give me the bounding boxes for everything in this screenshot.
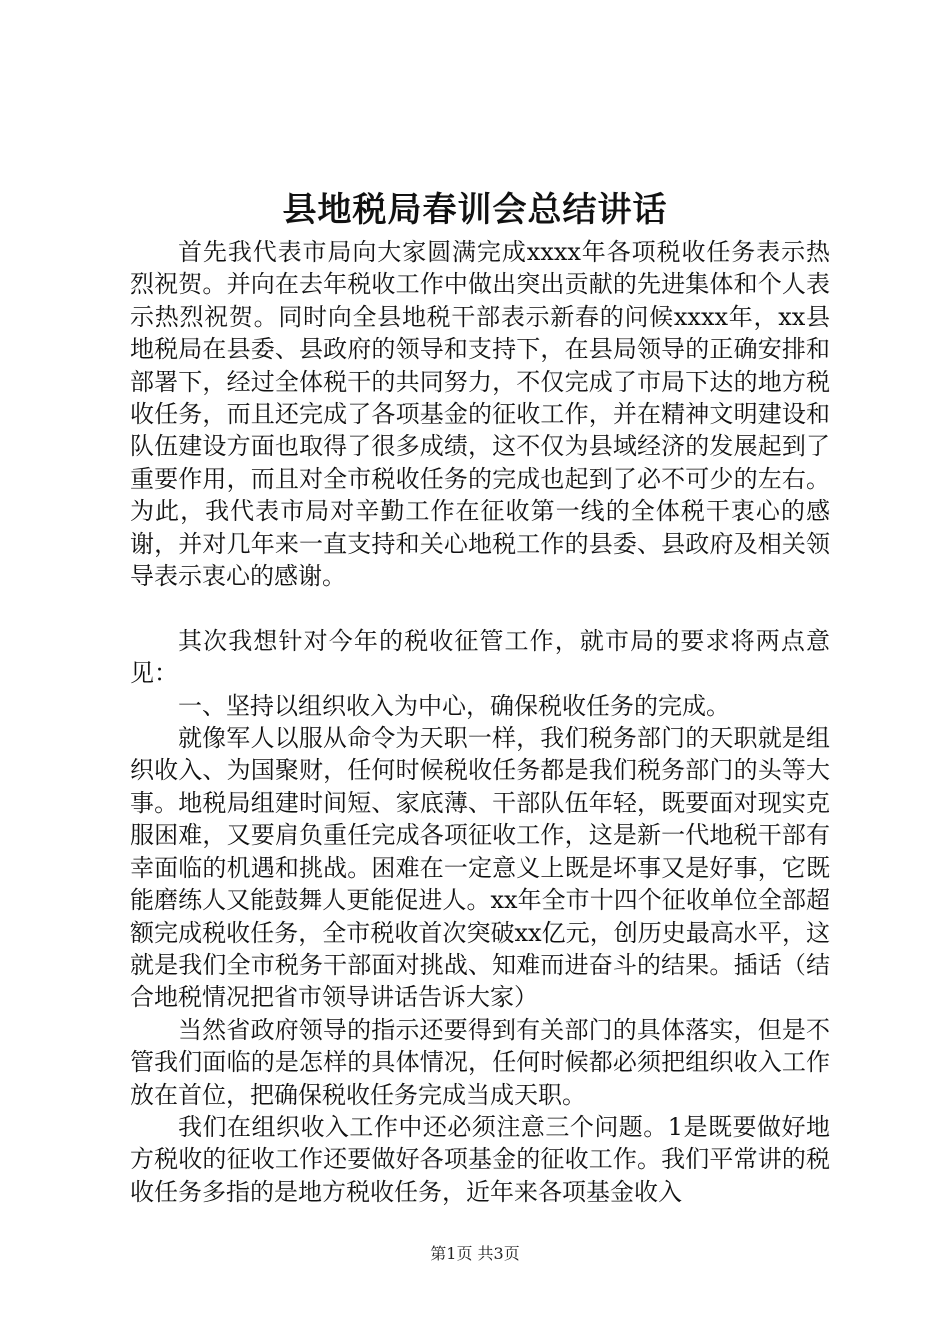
document-title: 县地税局春训会总结讲话 xyxy=(282,190,668,230)
paragraph-second-intro: 其次我想针对今年的税收征管工作，就市局的要求将两点意见： xyxy=(130,626,830,688)
paragraph-duty: 就像军人以服从命令为天职一样，我们税务部门的天职就是组织收入、为国聚财，任何时候税收任务都是我们税务部门的头等大事。地税局组建时间短、家底薄、干部队伍年轻，既要面对现实克服困难，又要肩负重任完成各项征收工作，这是新一代地税干部有幸面临的机遇和挑战。困难在一定意义上既是坏事又是好事，它既能磨练人又能鼓舞人更能促进人。xx年全市十四个征收单位全部超额完成税收任务，全市税收首次突破xx亿元，创历史最高水平，这就是我们全市税务干部面对挑战、知难而进奋斗的结果。插话（结合地税情况把省市领导讲话告诉大家） xyxy=(130,724,830,1012)
paragraph-three-issues: 我们在组织收入工作中还必须注意三个问题。1是既要做好地方税收的征收工作还要做好各项基金的征收工作。我们平常讲的税收任务多指的是地方税收任务，近年来各项基金收入 xyxy=(130,1112,830,1206)
paragraph-opening: 首先我代表市局向大家圆满完成xxxx年各项税收任务表示热烈祝贺。并向在去年税收工作中做出突出贡献的先进集体和个人表示热烈祝贺。同时向全县地税干部表示新春的问候xxxx年，xx县地税局在县委、县政府的领导和支持下，在县局领导的正确安排和部署下，经过全体税干的共同努力，不仅完成了市局下达的地方税收任务，而且还完成了各项基金的征收工作，并在精神文明建设和队伍建设方面也取得了很多成绩，这不仅为县域经济的发展起到了重要作用，而且对全市税收任务的完成也起到了必不可少的左右。为此，我代表市局对辛勤工作在征收第一线的全体税干衷心的感谢，并对几年来一直支持和关心地税工作的县委、县政府及相关领导表示衷心的感谢。 xyxy=(130,238,830,591)
paragraph-implementation: 当然省政府领导的指示还要得到有关部门的具体落实，但是不管我们面临的是怎样的具体情况，任何时候都必须把组织收入工作放在首位，把确保税收任务完成当成天职。 xyxy=(130,1015,830,1109)
document-body xyxy=(130,236,830,1208)
paragraph-heading-one: 一、坚持以组织收入为中心，确保税收任务的完成。 xyxy=(178,691,730,720)
page-number-footer: 第1页 共3页 xyxy=(430,1244,520,1263)
